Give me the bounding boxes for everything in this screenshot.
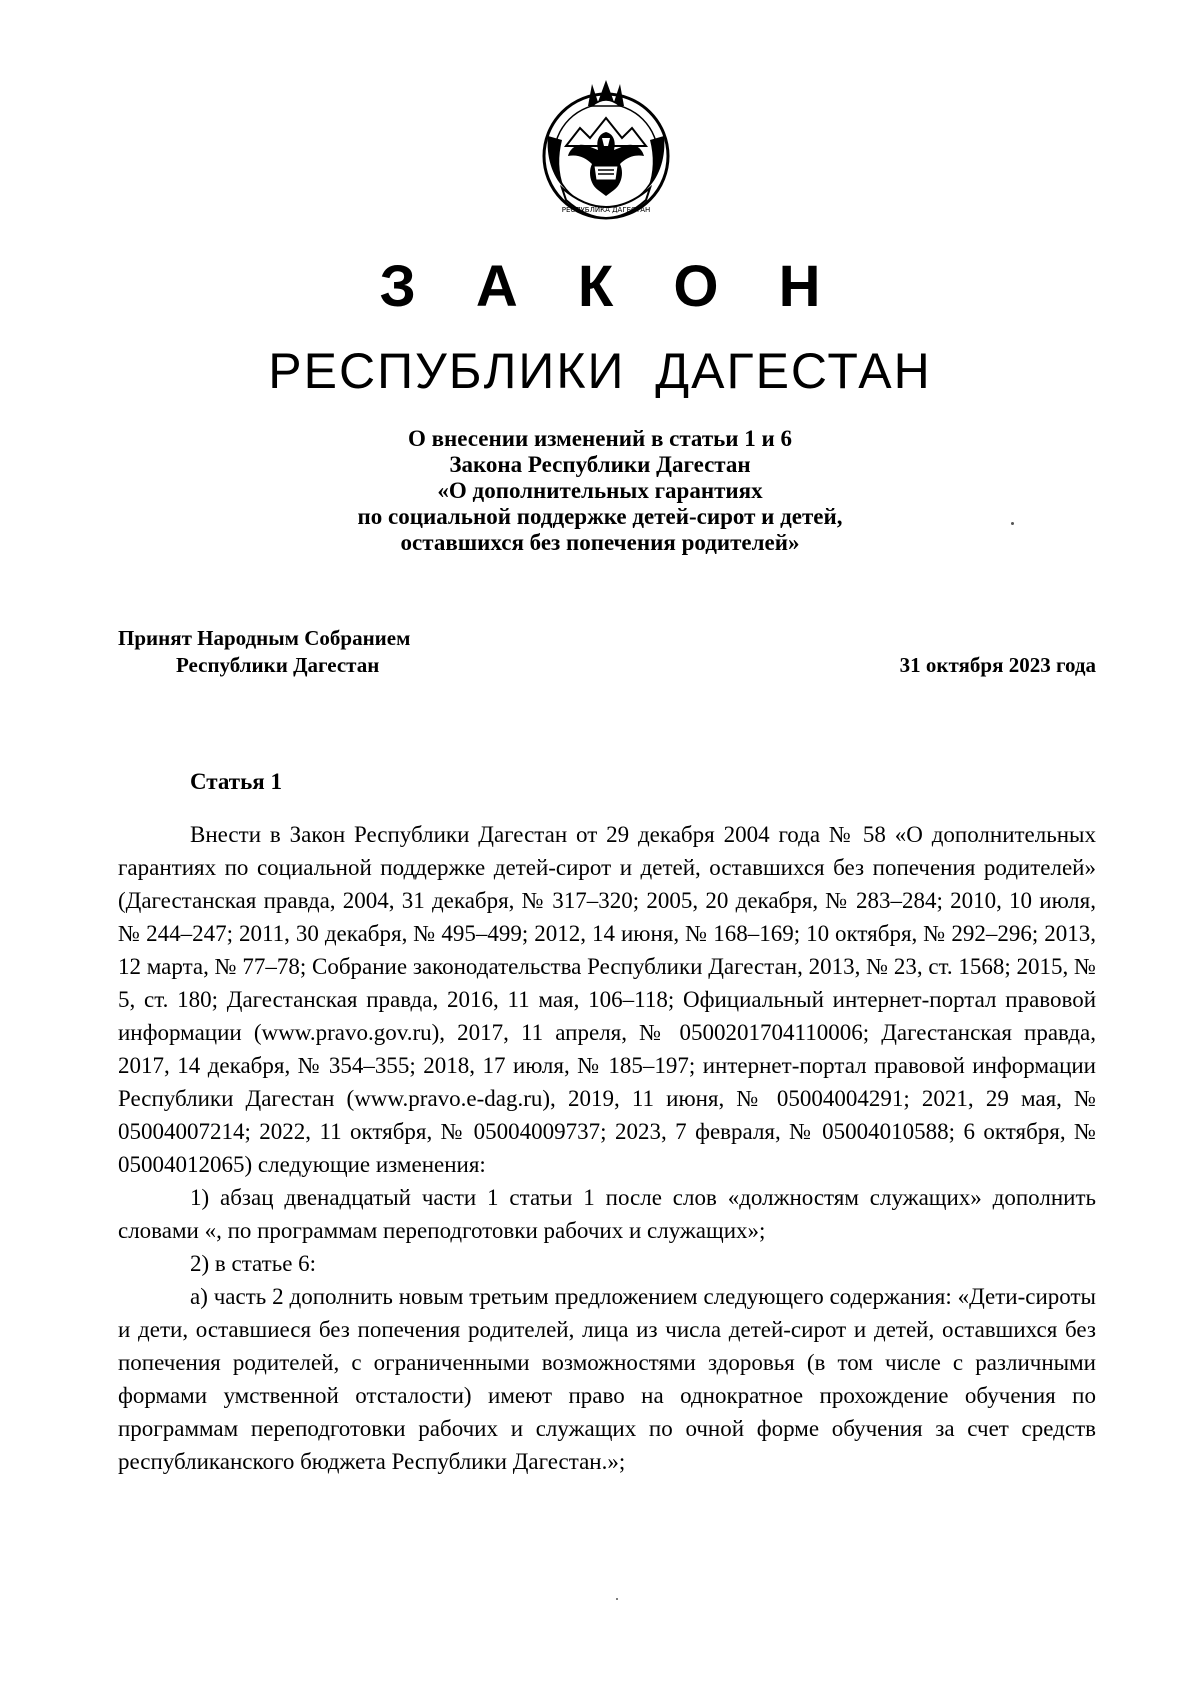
coat-of-arms-icon [528, 76, 684, 232]
law-subtitle: РЕСПУБЛИКИ ДАГЕСТАН [268, 343, 932, 399]
article-paragraph: 2) в статье 6: [190, 1251, 317, 1276]
article-paragraph: Внести в Закон Республики Дагестан от 29 декабря 2004 года № 58 «О дополнительных гарантиях по социальной поддержке детей-сирот и детей, оставшихся без попечения родителей» (Дагестанская правда, 2004, 31 декабря, № 317–320; 2005, 20 декабря, № 283–284; 2010, 10 июля, № 244–247; 2011, 30 декабря, № 495–499; 2012, 14 июня, № 168–169; 10 октября, № 292–296; 2013, 12 марта, № 77–78; Собрание законодательства Республики Дагестан, 2013, № 23, ст. 1568; 2015, № 5, ст. 180; Дагестанская правда, 2016, 11 мая, 106–118; Официальный интернет-портал правовой информации (www.pravo.gov.ru), 2017, 11 апреля, № 0500201704110006; Дагестанская правда, 2017, 14 декабря, № 354–355; 2018, 17 июля, № 185–197; интернет-портал правовой информации Республики Дагестан (www.pravo.e-dag.ru), 2019, 11 июня, № 05004004291; 2021, 29 мая, № 05004007214; 2022, 11 октября, № 05004009737; 2023, 7 февраля, № 05004010588; 6 октября, № 05004012065) следующие изменения: [118, 822, 1096, 1177]
adoption-line-2: Республики Дагестан [176, 653, 380, 677]
emblem-ribbon-text: РЕСПУБЛИКА ДАГЕСТАН [561, 206, 651, 214]
article-body [118, 818, 1096, 1478]
law-name-line: О внесении изменений в статьи 1 и 6 [407, 426, 793, 451]
adoption-date: 31 октября 2023 года [899, 653, 1096, 677]
law-title: З А К О Н [379, 254, 843, 319]
coat-of-arms-emblem [528, 76, 684, 232]
law-name-line: «О дополнительных гарантиях [437, 478, 763, 503]
scan-speck [616, 1598, 618, 1600]
law-name-line: оставшихся без попечения родителей» [400, 530, 800, 555]
article-paragraph: 1) абзац двенадцатый части 1 статьи 1 после слов «должностям служащих» дополнить словами «, по программам переподготовки рабочих и служащих»; [118, 1185, 1096, 1243]
law-name [200, 426, 1000, 556]
scan-speck [1011, 522, 1014, 525]
law-name-line: Закона Республики Дагестан [449, 452, 751, 477]
law-name-line: по социальной поддержке детей-сирот и детей, [357, 504, 843, 529]
adoption-line-1: Принят Народным Собранием [118, 626, 411, 650]
article-paragraph: а) часть 2 дополнить новым третьим предложением следующего содержания: «Дети-сироты и дети, оставшиеся без попечения родителей, лица из числа детей-сирот и детей, оставшихся без попечения родителей, с ограниченными возможностями здоровья (в том числе с различными формами умственной отсталости) имеют право на однократное прохождение обучения по программам переподготовки рабочих и служащих по очной форме обучения за счет средств республиканского бюджета Республики Дагестан.»; [118, 1284, 1096, 1474]
adoption-body [118, 625, 410, 679]
article-heading: Статья 1 [190, 769, 282, 794]
